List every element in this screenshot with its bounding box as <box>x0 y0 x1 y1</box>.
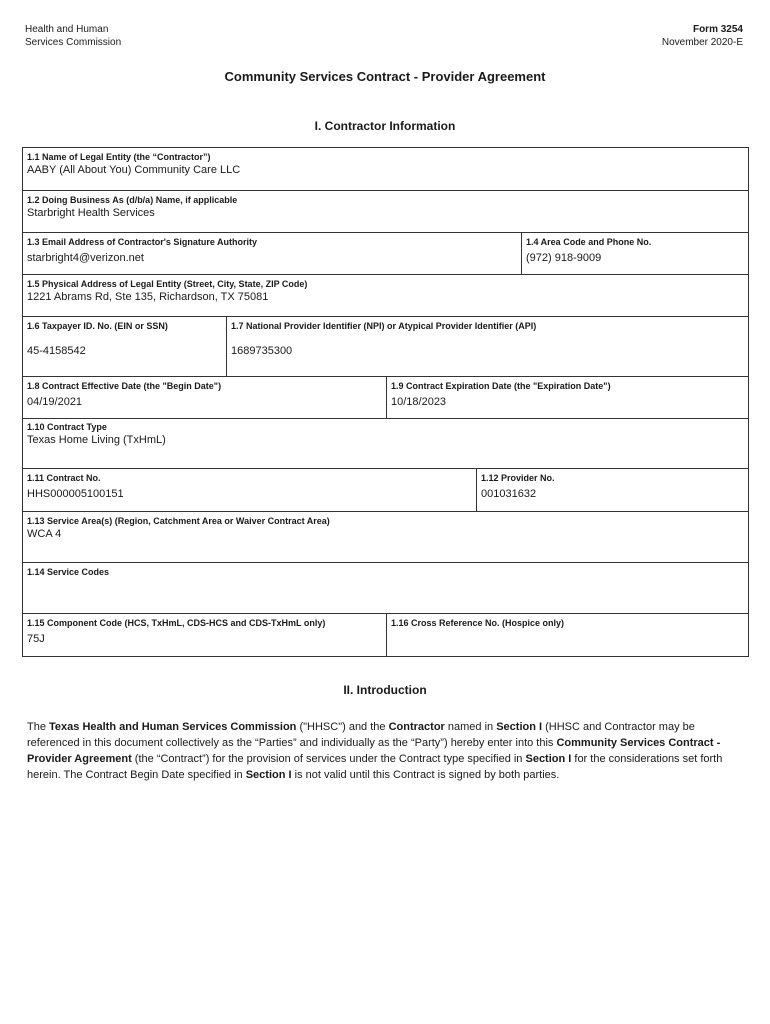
field-label: 1.8 Contract Effective Date (the "Begin Date") <box>27 381 222 391</box>
intro-text: is not valid until this Contract is signed by both parties. <box>291 769 560 781</box>
agency-name <box>25 23 121 49</box>
field-value: 1221 Abrams Rd, Ste 135, Richardson, TX 75081 <box>27 291 269 303</box>
field-label: 1.14 Service Codes <box>27 567 110 577</box>
field-label: 1.3 Email Address of Contractor's Signature Authority <box>27 237 258 247</box>
row-1-14 <box>23 562 748 613</box>
field-value: AABY (All About You) Community Care LLC <box>27 164 241 176</box>
row-1-3 <box>23 232 748 274</box>
document-title: Community Services Contract - Provider Agreement <box>224 69 546 84</box>
field-contract-type[interactable] <box>23 419 748 468</box>
field-provider-no[interactable] <box>476 469 748 511</box>
row-1-10 <box>23 418 748 468</box>
field-phone[interactable] <box>521 233 748 274</box>
intro-text: for the considerations set forth herein. The Contract Begin Date specified in <box>27 753 723 781</box>
field-value: 10/18/2023 <box>391 396 447 408</box>
field-physical-address[interactable] <box>23 275 748 316</box>
field-label: 1.11 Contract No. <box>27 473 101 483</box>
field-cross-reference-no[interactable] <box>386 614 748 656</box>
field-label: 1.7 National Provider Identifier (NPI) or Atypical Provider Identifier (API) <box>231 321 537 331</box>
field-component-code[interactable] <box>23 614 386 656</box>
field-value: 04/19/2021 <box>27 396 83 408</box>
intro-bold: Section I <box>525 753 572 765</box>
field-label: 1.5 Physical Address of Legal Entity (Street, City, State, ZIP Code) <box>27 279 308 289</box>
field-value: HHS000005100151 <box>27 488 124 500</box>
intro-bold: Contractor <box>388 721 445 733</box>
intro-bold: Section I <box>496 721 543 733</box>
field-value: Starbright Health Services <box>27 207 155 219</box>
field-label: 1.10 Contract Type <box>27 422 107 432</box>
section-2-heading: II. Introduction <box>343 683 427 697</box>
section-1-heading: I. Contractor Information <box>314 119 456 133</box>
field-label: 1.15 Component Code (HCS, TxHmL, CDS-HCS and CDS-TxHmL only) <box>27 618 326 628</box>
field-label: 1.4 Area Code and Phone No. <box>526 237 652 247</box>
field-value: 75J <box>27 633 45 645</box>
field-legal-entity-name[interactable] <box>23 148 748 190</box>
field-label: 1.1 Name of Legal Entity (the “Contractor”) <box>27 152 211 162</box>
field-label: 1.2 Doing Business As (d/b/a) Name, if applicable <box>27 195 238 205</box>
field-service-area[interactable] <box>23 512 748 562</box>
field-expiration-date[interactable] <box>386 377 748 418</box>
field-email[interactable] <box>23 233 521 274</box>
field-dba-name[interactable] <box>23 191 748 232</box>
form-id <box>662 23 743 49</box>
field-value: (972) 918-9009 <box>526 252 602 264</box>
row-1-2 <box>23 190 748 232</box>
intro-text: (HHSC and Contractor may be referenced in this document collectively as the “Parties” and individually as the “Party”) hereby enter into this <box>27 721 695 749</box>
field-taxpayer-id[interactable] <box>23 317 226 376</box>
field-begin-date[interactable] <box>23 377 386 418</box>
field-label: 1.16 Cross Reference No. (Hospice only) <box>391 618 565 628</box>
row-1-15 <box>23 613 748 656</box>
form-date: November 2020-E <box>661 37 743 48</box>
field-value: 1689735300 <box>231 345 293 357</box>
field-label: 1.13 Service Area(s) (Region, Catchment Area or Waiver Contract Area) <box>27 516 330 526</box>
intro-text: named in <box>444 721 497 733</box>
field-value: starbright4@verizon.net <box>27 252 144 264</box>
row-1-1 <box>23 148 748 190</box>
agency-line-1: Health and Human <box>25 24 109 35</box>
intro-text: (the “Contract”) for the provision of services under the Contract type specified in <box>131 753 526 765</box>
form-number: Form 3254 <box>692 24 743 35</box>
field-value: WCA 4 <box>27 528 62 540</box>
intro-bold: Section I <box>245 769 292 781</box>
intro-text: ("HHSC") and the <box>296 721 389 733</box>
field-npi[interactable] <box>226 317 748 376</box>
intro-text: The <box>27 721 50 733</box>
contractor-info-table <box>22 147 749 657</box>
row-1-11 <box>23 468 748 511</box>
agency-line-2: Services Commission <box>25 37 122 48</box>
field-label: 1.9 Contract Expiration Date (the "Expiration Date") <box>391 381 611 391</box>
field-label: 1.6 Taxpayer ID. No. (EIN or SSN) <box>27 321 168 331</box>
field-contract-no[interactable] <box>23 469 476 511</box>
field-value: Texas Home Living (TxHmL) <box>27 434 166 446</box>
field-label: 1.12 Provider No. <box>481 473 555 483</box>
row-1-13 <box>23 511 748 562</box>
row-1-5 <box>23 274 748 316</box>
field-value: 001031632 <box>481 488 537 500</box>
field-value: 45-4158542 <box>27 345 86 357</box>
row-1-8 <box>23 376 748 418</box>
field-service-codes[interactable] <box>23 563 748 613</box>
introduction-paragraph <box>27 719 747 783</box>
intro-bold: Community Services Contract - Provider Agreement <box>27 737 721 765</box>
intro-bold: Texas Health and Human Services Commission <box>49 721 297 733</box>
row-1-6 <box>23 316 748 376</box>
